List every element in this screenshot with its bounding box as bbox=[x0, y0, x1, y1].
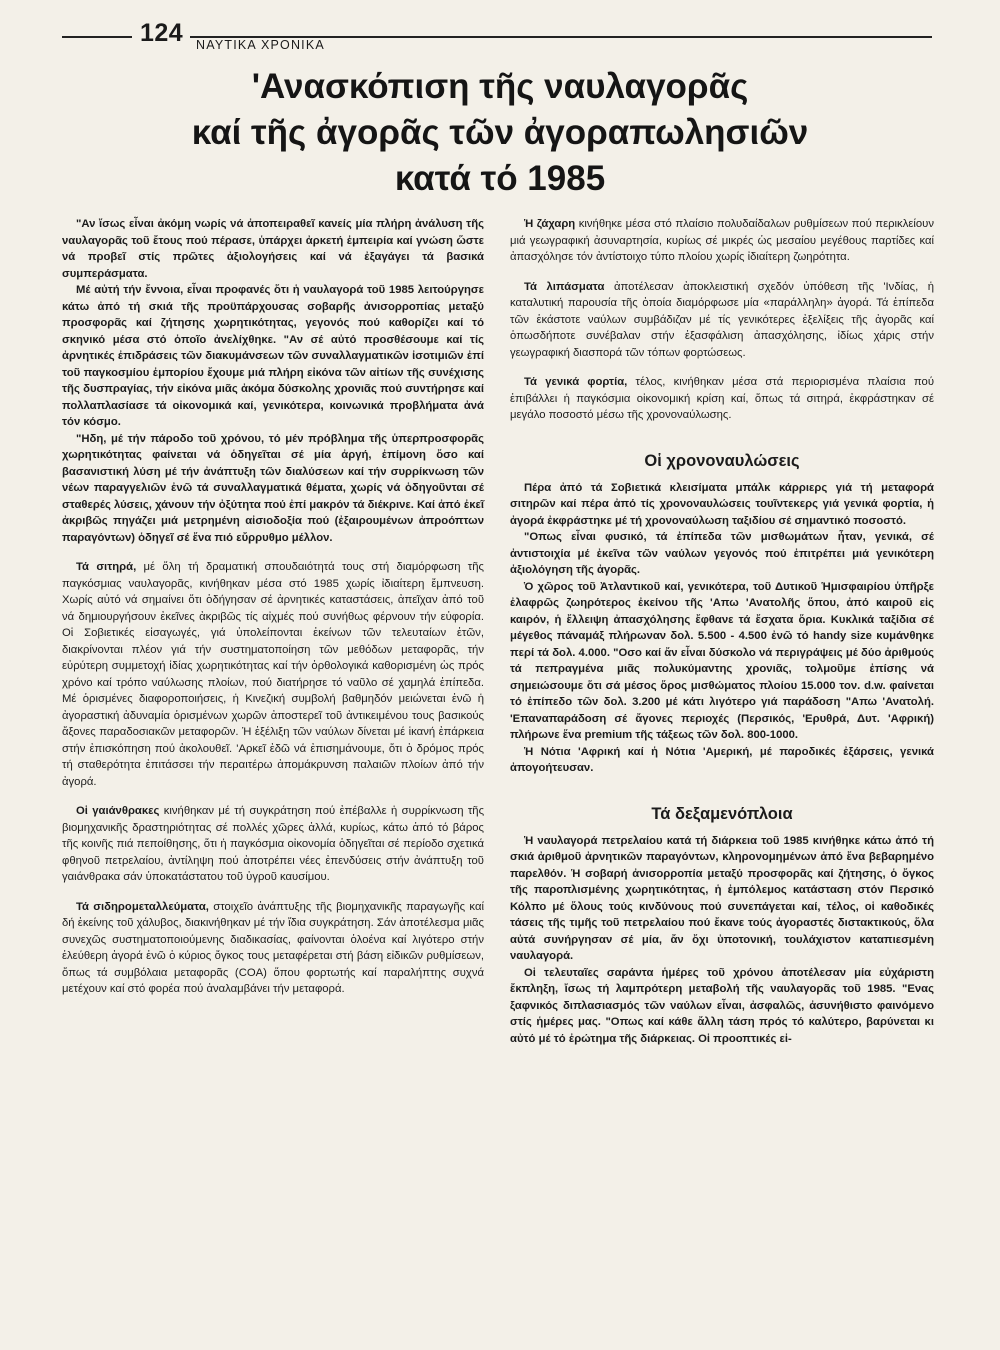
fertilizer-paragraph bbox=[510, 279, 934, 362]
timecharter-paragraph-3: Ὁ χῶρος τοῦ Ἀτλαντικοῦ καί, γενικότερα, τοῦ Δυτικοῦ Ἡμισφαιρίου ὑπῆρξε ἐλαφρῶς ζωηρότερος ἐκείνου τῆς 'Απω 'Ανατολῆς ὅπου, ἀπό καιροῦ εἰς καιρόν, ἡ ἔλλειψη ἀπασχόλησης ἔφθανε τά ἔσχατα ὅρια. Κυκλικά ταξίδια σέ μέγεθος πάναμάξ πλήρωναν δολ. 5.500 - 4.500 ἐνῶ τό handy size κυμάνθηκε περί τά δολ. 4.000. "Οσο καί ἄν εἶναι δύσκολο νά περιγράψεις μέ δύο ἀριθμούς τά πεπραγμένα μιᾶς πολυκύμαντης χρονιᾶς, τολμοῦμε ἐπίσης νά σημειώσουμε ὅτι σά μέσος ὅρος μισθώματος πλοίου 15.000 τον. d.w. φαίνεται τό ἐπίπεδο τῶν δολ. 3.200 μέ κάτι λιγότερο γιά παράδοση "Απω 'Ανατολή. 'Επαναπαράδοση σέ ἄγονες περιοχές (Περσικός, 'Ερυθρά, Δυτ. 'Αφρική) πλήρωνε ἕνα premium τῆς τάξεως τῶν δολ. 800-1000. bbox=[510, 580, 934, 741]
timecharter-paragraph-2: "Οπως εἶναι φυσικό, τά ἐπίπεδα τῶν μισθωμάτων ἦταν, γενικά, σέ ἀντιστοιχία μέ ἐκεῖνα τῶν ναύλων γεγονός πού ἐπιτρέπει μιά γενικότερη ἀξιολόγηση τῆς ἀγορᾶς. bbox=[510, 531, 934, 576]
general-cargo-text: τέλος, κινήθηκαν μέσα στά περιορισμένα πλαίσια πού ἐπιβάλλει ἡ παγκόσμια οἰκονομική κρίση καί, ὅπως τά σιτηρά, ἐκφράστηκαν σέ μεγάλο ποσοστό μέσω τῆς χρονοναύλωσης. bbox=[510, 376, 934, 421]
ore-text: στοιχεῖο ἀνάπτυξης τῆς βιομηχανικῆς παραγωγῆς καί δή ἐκείνης τοῦ χάλυβος, διακινήθηκαν μέ τήν ἴδια συγκράτηση. Σάν ἀποτέλεσμα μιᾶς συνεχῶς συστηματοποιούμενης διαδικασίας, φαίνονται ὁλοένα καί λιγότερο στήν ἐλεύθερη ἀγορά ἐνῶ ὁ κύριος ὄγκος τους μεταφέρεται στή βάση εἰδικῶν ρυθμίσεων, ὅπως τά συμβόλαια μεταφορᾶς (COA) ὅπου φορτωτής καί παραλήπτης συχνά μετέχουν καί στό φορέα πού ἀναλαμβάνει τήν μεταφορά. bbox=[62, 900, 484, 995]
general-cargo-paragraph bbox=[510, 374, 934, 424]
timecharter-paragraph-1: Πέρα ἀπό τά Σοβιετικά κλεισίματα μπάλκ κάρριερς γιά τή μεταφορά σιτηρῶν καί πέρα ἀπό τίς χρονοναυλώσεις τουῖντεκερς γιά γενικά φορτία, ἡ ἀγορά ἐκφράστηκε μέ τή χρονοναύλωση ταξιδίου σέ σημαντικό ποσοστό. bbox=[510, 481, 934, 527]
title-line-2: καί τῆς ἀγορᾶς τῶν ἀγοραπωλησιῶν bbox=[191, 113, 809, 152]
ore-lead: Τά σιδηρομεταλλεύματα, bbox=[76, 900, 209, 913]
intro-paragraph-1: "Αν ἴσως εἶναι ἀκόμη νωρίς νά ἀποπειραθεῖ κανείς μία πλήρη ἀνάλυση τῆς ναυλαγορᾶς τοῦ ἔτους πού πέρασε, ὑπάρχει ἀρκετή ἐμπειρία καί γνώση ὥστε νά προβεῖ στίς πρῶτες ἀξιολογήσεις καί νά ἐξαγάγει τά βασικά συμπεράσματα. bbox=[62, 218, 484, 280]
general-cargo-lead: Τά γενικά φορτία, bbox=[524, 376, 628, 388]
magazine-name: ΝΑΥΤΙΚΑ ΧΡΟΝΙΚΑ bbox=[196, 38, 325, 52]
section-heading-tankers: Τά δεξαμενόπλοια bbox=[651, 804, 793, 823]
page-number: 124 bbox=[140, 19, 184, 47]
section-heading-timecharters: Οἱ χρονοναυλώσεις bbox=[644, 451, 800, 470]
tanker-paragraph-2: Οἱ τελευταῖες σαράντα ἡμέρες τοῦ χρόνου ἀποτέλεσαν μία εὐχάριστη ἔκπληξη, ἴσως τή λαμπρότερη μεταβολή τῆς ναυλαγορᾶς τοῦ 1985. "Ενας ξαφνικός διπλασιασμός τῶν ναύλων εἶναι, ἀσφαλῶς, ἀσυνήθιστο φαινόμενο στίς ἡμέρες μας. "Οπως καί κάθε ἄλλη τάση πρός τό καλύτερο, βαρύνεται κι αὐτό μέ τό ἐρώτημα τῆς διάρκειας. Οἱ προοπτικές εἰ- bbox=[510, 966, 934, 1045]
page-header bbox=[62, 18, 932, 58]
grain-lead: Τά σιτηρά, bbox=[76, 561, 137, 573]
right-column bbox=[510, 216, 934, 1047]
header-rule-left bbox=[62, 36, 132, 38]
title-line-1: 'Ανασκόπιση τῆς ναυλαγορᾶς bbox=[251, 67, 749, 106]
fertilizer-lead: Τά λιπάσματα bbox=[524, 280, 605, 293]
coal-paragraph bbox=[62, 803, 484, 886]
intro-paragraph-3: "Ηδη, μέ τήν πάροδο τοῦ χρόνου, τό μέν πρόβλημα τῆς ὑπερπροσφορᾶς χωρητικότητας φαίνεται νά ὁδηγεῖται σέ μία ἀργή, ἐπίμονη ὅσο καί βασανιστική λύση μέ τήν ἀνάπτυξη τῶν διαλύσεων καί τήν συρρίκνωση τῶν νέων παραγγελιῶν ἐνῶ τά συναλλαγματικά θέματα, χωρίς νά ὁδηγοῦνται σέ σταθερές λύσεις, χάνουν τήν ὀξύτητα πού ἐπί μακρόν τά διέκρινε. Καί ἀπό ἐκεῖ ἀκριβῶς πηγάζει μιά μετρημένη αἰσιοδοξία πού (ἐξαιρουμένων ἀπροόπτων παραγόντων) ὁδηγεῖ σέ ἕνα πιό εὔρρυθμο μέλλον. bbox=[62, 432, 484, 544]
title-line-3: κατά τό 1985 bbox=[394, 159, 606, 198]
coal-lead: Οἱ γαιάνθρακες bbox=[76, 805, 160, 817]
tanker-paragraph-1: Ἡ ναυλαγορά πετρελαίου κατά τή διάρκεια τοῦ 1985 κινήθηκε κάτω ἀπό τή σκιά ἀριθμοῦ ἀρνητικῶν παραγόντων, κληρονομημένων ἀπό ἕνα βεβαρημένο παρελθόν. Ἡ σοβαρή ἀνισορροπία μεταξύ προσφορᾶς καί ζήτησης, ὁ ὄγκος τῆς παροπλισμένης χωρητικότητας, ἡ ἐμπόλεμος κατάσταση στόν Περσικό Κόλπο μέ ὅλους τούς κινδύνους πού συνεπάγεται καί, τέλος, οἱ καθοδικές τάσεις τῆς τιμῆς τοῦ πετρελαίου πού ἔκανε τούς ἀγοραστές διστακτικούς, ὅλα αὐτά συνήργησαν σέ μία, ἄν ὄχι ὑποτονική, τουλάχιστον καταπιεσμένη ναυλαγορά. bbox=[510, 834, 934, 962]
sugar-lead: Ἡ ζάχαρη bbox=[524, 218, 576, 230]
ore-paragraph bbox=[62, 899, 484, 998]
grain-text: μέ ὅλη τή δραματική σπουδαιότητά τους στή διαμόρφωση τῆς παγκόσμιας ναυλαγορᾶς, κινήθηκαν μέσα στό 1985 χωρίς ἰδιαίτερη ἔμπνευση. Χωρίς αὐτό νά σημαίνει ὅτι ὁδήγησαν σέ ἀρνητικές καταστάσεις, ἀπεῖχαν ἀπό τοῦ νά δημιουργήσουν ἐκεῖνες ἀκριβῶς τίς αἰχμές πού συνήθως φέρνουν τήν εὐφορία. Οἱ Σοβιετικές εἰσαγωγές, γιά ὑπολείπονται ἐκείνων τῶν τελευταίων ἐτῶν, διακρίνονται πλέον γιά τήν συστηματοποίηση τῶν μεθόδων μεταφορᾶς, τήν εὐρύτερη συμμετοχή ἰδίας χωρητικότητας καί τήν ὀρθολογικά καθορισμένη ὡς πρός χρόνο καί τρόπο ναύλωσης πλοίων, πού διατήρησε τό ναῦλο σέ χαμηλά ἐπίπεδα. Μέ ὁρισμένες διαφοροποιήσεις, ἡ Κινεζική συμβολή βαθμηδόν μειώνεται ἐνῶ ἡ ἀγοραστική ἀδυναμία ὁρισμένων χωρῶν ἀποστερεῖ τοῦ ἀντικειμένου τους βασικούς ἄξονες παραδοσιακῶν μεταφορῶν. Ἡ ἐξέλιξη τῶν ναύλων δίνεται μέ ἱκανή ἐπάρκεια στήν ἐπισκόπηση πού ἀκολουθεῖ. 'Αρκεῖ ἐδῶ νά ἐπισημάνουμε, ὅτι ὁ δρόμος πρός τή σταθερότητα ἐπιτάσσει τήν περαιτέρω ἀπομάκρυνση παλαιῶν πλοίων ἀπό τήν ἀγορά. bbox=[62, 561, 484, 788]
left-column bbox=[62, 216, 484, 1011]
timecharter-paragraph-4: Ἡ Νότια 'Αφρική καί ἡ Νότια 'Αμερική, μέ παροδικές ἐξάρσεις, γενικά ἀπογοήτευσαν. bbox=[510, 745, 934, 774]
sugar-text: κινήθηκε μέσα στό πλαίσιο πολυδαίδαλων ρυθμίσεων πού περικλείουν μιά γεωγραφική ἀσυναρτησία, κυρίως σέ μικρές ὡς μεσαίου μεγέθους παρτίδες καί ἀπασχόλησε τόν ἀντίστοιχο τύπο πλοίου χωρίς ἰδιαίτερη ζωηρότητα. bbox=[510, 218, 935, 263]
intro-paragraph-2: Μέ αὐτή τήν ἔννοια, εἶναι προφανές ὅτι ἡ ναυλαγορά τοῦ 1985 λειτούργησε κάτω ἀπό τή σκιά τῆς προϋπάρχουσας σοβαρῆς ἀνισορροπίας μεταξύ προσφορᾶς καί ζήτησης χωρητικότητας, γεγονός πού καθορίζει καί τό σκηνικό μέσα στό ὁποῖο ἀνελίχθηκε. "Αν σέ αὐτό προσθέσουμε καί τίς ἀρνητικές ἐπιδράσεις τῶν διακυμάνσεων τῶν συναλλαγματικῶν ἰσοτιμιῶν ἐπί τοῦ παγκοσμίου ἐμπορίου ἔχουμε μιά πλήρη εἰκόνα τῶν αἰτίων τῆς συνέχισης τῆς δυσπραγίας, τήν εἰκόνα μιᾶς ἀκόμα δύσκολης χρονιᾶς πού συντήρησε καί πολλαπλασίασε τά οἰκονομικά καί, γενικότερα, κοινωνικά προβλήματα ἀνά τόν κόσμο. bbox=[62, 284, 484, 428]
fertilizer-text: ἀποτέλεσαν ἀποκλειστική σχεδόν ὑπόθεση τῆς 'Ινδίας, ἡ καταλυτική παρουσία τῆς ὁποία διαμόρφωσε μία «παράλληλη» ἀγορά. Τά ἐπίπεδα τῶν ἑκάστοτε ναύλων συμβάδιζαν μέ τίς γενικότερες ἐξελίξεις τῆς ἀγορᾶς καί ὁπωσδήποτε συνέβαλαν στήν ἐξασφάλιση ἀπασχόλησης, ἰδίως χάρις στήν γεωγραφική διασπορά τῶν τόπων φορτώσεως. bbox=[510, 280, 935, 359]
coal-text: κινήθηκαν μέ τή συγκράτηση πού ἐπέβαλλε ἡ συρρίκνωση τῆς βιομηχανικῆς δραστηριότητας σέ πολλές χῶρες ἀλλά, κυρίως, κάτω ἀπό τό βάρος τῆς κοινῆς πιά πεποίθησης, ὅτι ἡ παγκόσμια οἰκονομία ὁδηγεῖται σέ περίοδο σχετικά φθηνοῦ πετρελαίου, ἀντίληψη πού ἀποτρέπει νέες ἐπενδύσεις στήν ἀνάπτυξη τοῦ γαιάνθρακα σάν ὑποκατάστατου τοῦ ὑγροῦ καυσίμου. bbox=[62, 805, 485, 883]
article-title bbox=[80, 64, 920, 202]
grain-paragraph bbox=[62, 559, 484, 790]
sugar-paragraph bbox=[510, 216, 934, 266]
